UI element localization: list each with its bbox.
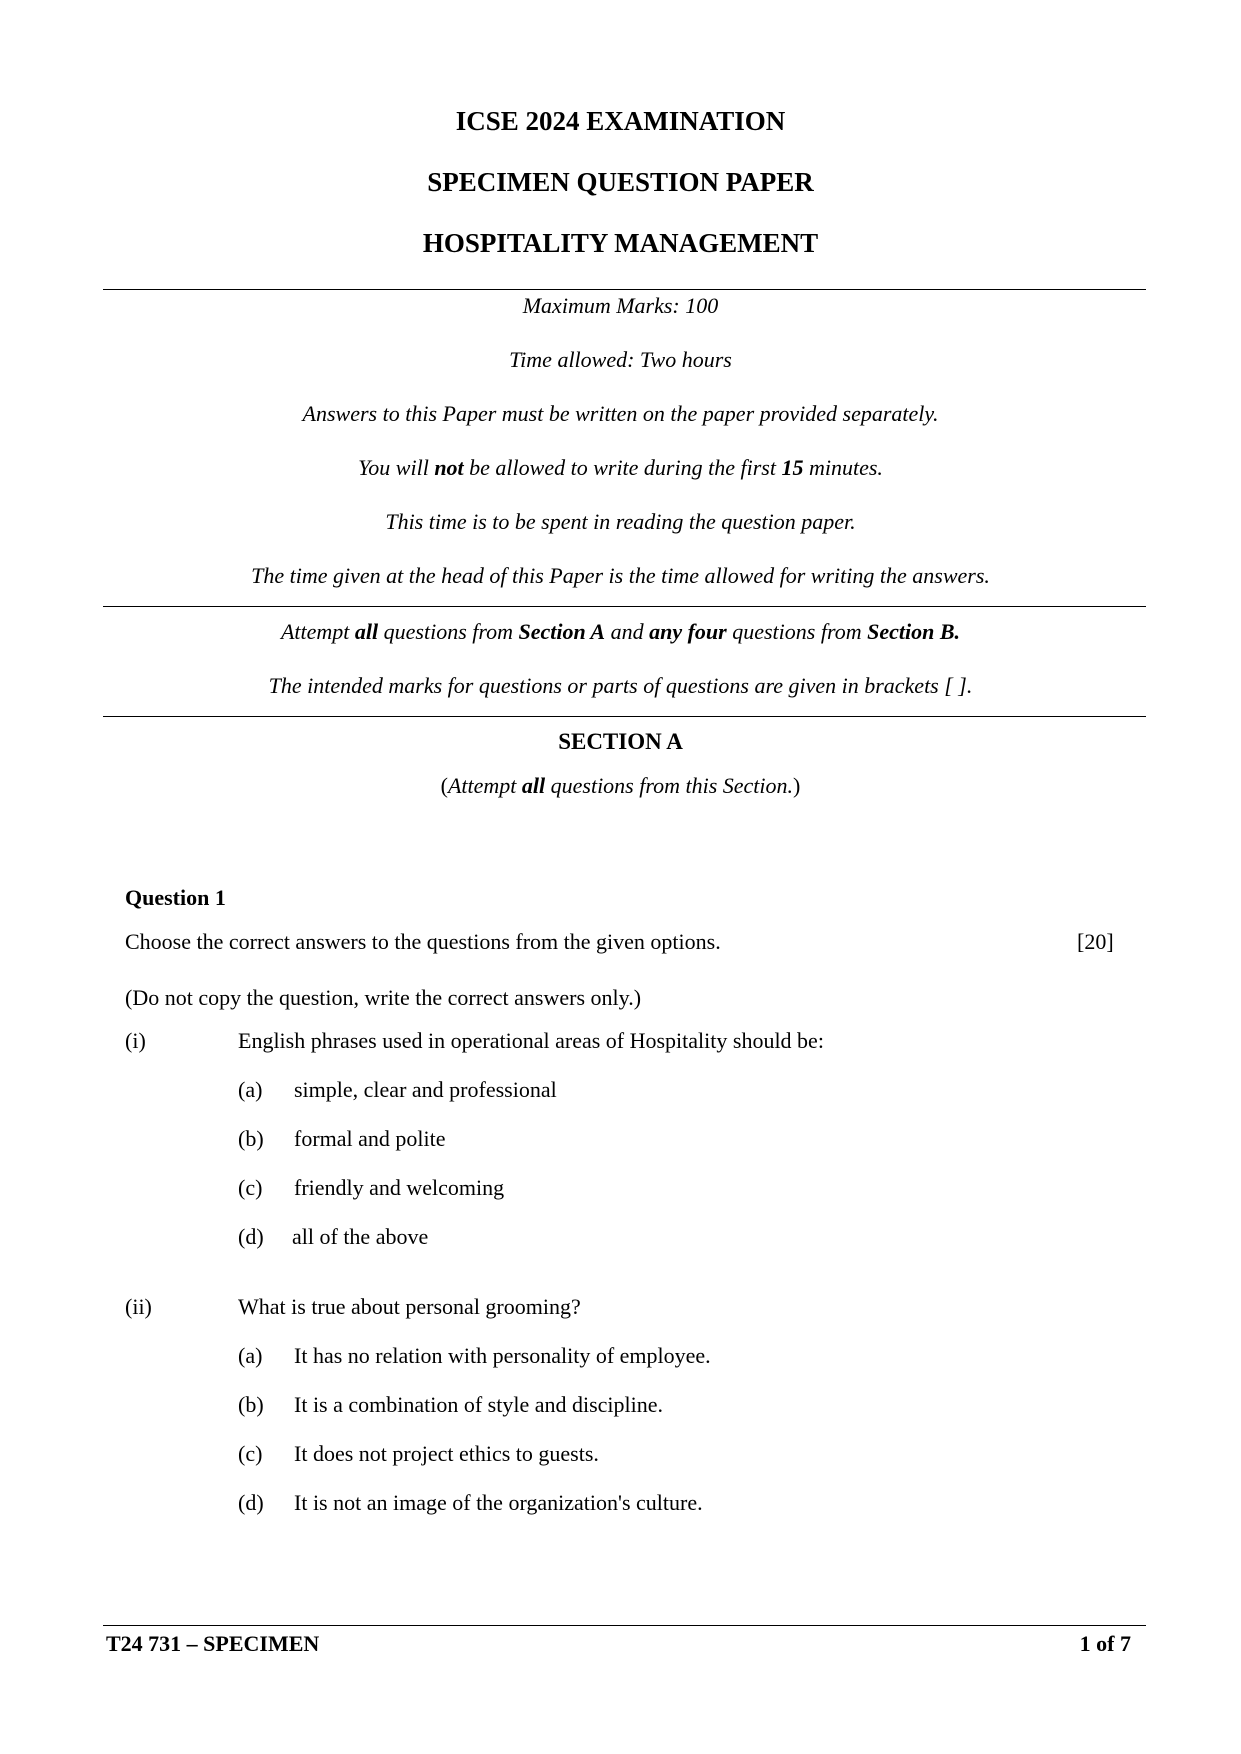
footer-divider [103,1625,1146,1626]
section-a-subtitle-part: Attempt [447,773,522,798]
option-text: formal and polite [294,1126,446,1151]
footer-page-number: 1 of 7 [1079,1631,1131,1656]
section-a-subtitle-bold: all [521,773,546,798]
section-a-subtitle-part: ) [793,773,801,798]
section-a-subtitle-part: ( [440,773,448,798]
option-label: (b) [238,1126,264,1151]
answers-instruction: Answers to this Paper must be written on the paper provided separately. [302,401,939,426]
attempt-bold: all [354,619,379,644]
writing-restriction-part: You will [358,455,435,480]
option-label: (b) [238,1392,264,1417]
attempt-bold: Section A [518,619,606,644]
section-a-subtitle-part: questions from this Section. [545,773,794,798]
writing-restriction-part: minutes. [803,455,883,480]
attempt-bold: Section B. [867,619,960,644]
attempt-part: questions from [378,619,519,644]
writing-restriction-bold-minutes: 15 [781,455,804,480]
question-1-instruction: Choose the correct answers to the questions from the given options. [125,929,721,954]
option-text: It does not project ethics to guests. [294,1441,599,1466]
writing-restriction-part: be allowed to write during the first [463,455,782,480]
section-a-subtitle [0,773,1241,799]
attempt-instruction [0,619,1241,645]
exam-title: ICSE 2024 EXAMINATION [455,106,786,136]
attempt-bold: any four [649,619,727,644]
writing-restriction [0,455,1241,481]
reading-instruction: This time is to be spent in reading the question paper. [385,509,856,534]
option-label: (c) [238,1441,263,1466]
attempt-part: Attempt [280,619,355,644]
instructions-divider [103,606,1146,607]
attempt-part: and [605,619,650,644]
footer-paper-code: T24 731 – SPECIMEN [106,1631,320,1656]
time-allowed: Time allowed: Two hours [509,347,732,372]
paper-type-title: SPECIMEN QUESTION PAPER [427,167,814,197]
section-a-title: SECTION A [558,729,683,754]
option-text: It is a combination of style and discipline. [294,1392,664,1417]
option-text: It is not an image of the organization's culture. [294,1490,703,1515]
subject-title: HOSPITALITY MANAGEMENT [422,228,819,258]
option-label: (d) [238,1224,264,1249]
part-question-text: What is true about personal grooming? [238,1294,581,1319]
option-text: simple, clear and professional [294,1077,557,1102]
time-head-instruction: The time given at the head of this Paper is the time allowed for writing the answers. [251,563,990,588]
option-label: (c) [238,1175,263,1200]
option-text: all of the above [292,1224,429,1249]
question-1-note: (Do not copy the question, write the correct answers only.) [125,985,642,1010]
question-1-marks: [20] [1077,929,1114,954]
marks-instruction: The intended marks for questions or parts of questions are given in brackets [ ]. [268,673,973,698]
writing-restriction-bold-not: not [434,455,464,480]
part-question-text: English phrases used in operational areas of Hospitality should be: [238,1028,824,1053]
attempt-part: questions from [726,619,868,644]
max-marks: Maximum Marks: 100 [522,293,719,318]
option-label: (a) [238,1077,263,1102]
question-1-heading: Question 1 [125,885,226,910]
header-divider [103,289,1146,290]
section-divider [103,716,1146,717]
option-label: (a) [238,1343,263,1368]
part-number: (ii) [125,1294,152,1319]
option-label: (d) [238,1490,264,1515]
option-text: friendly and welcoming [294,1175,505,1200]
option-text: It has no relation with personality of employee. [294,1343,711,1368]
part-number: (i) [125,1028,146,1053]
